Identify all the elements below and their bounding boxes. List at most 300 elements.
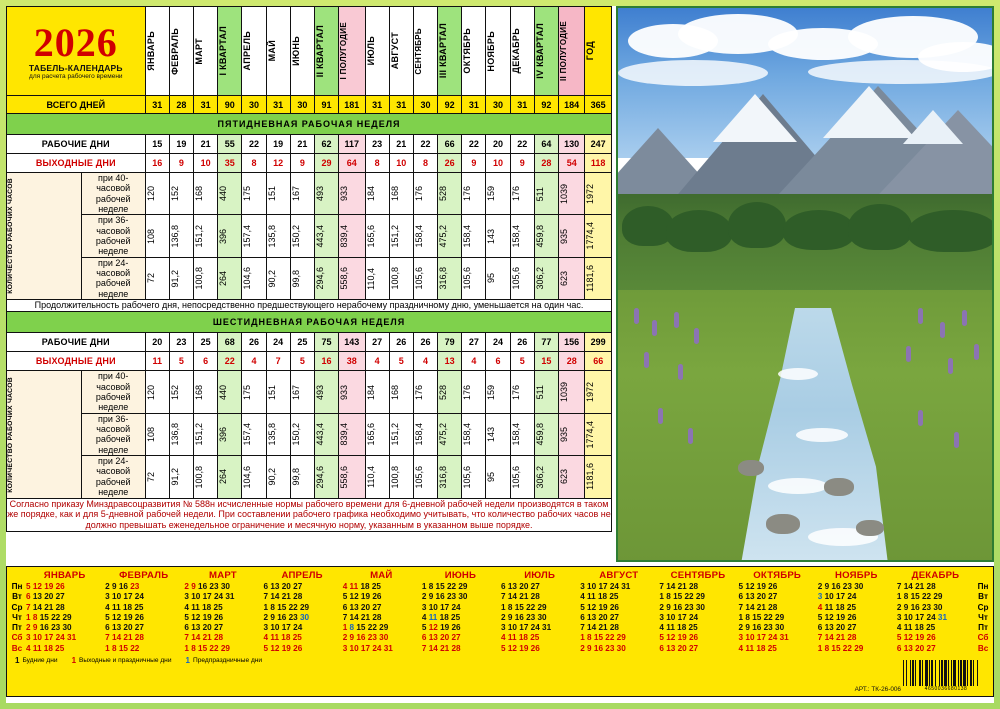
- cell: 20: [486, 135, 510, 154]
- cell: 28: [534, 154, 558, 173]
- col-header-april: АПРЕЛЬ: [242, 7, 266, 96]
- day-number: 20: [281, 582, 294, 591]
- dow-mon: Пн: [977, 582, 989, 591]
- cell: 151,2: [389, 413, 413, 455]
- six-work-days-row: [7, 333, 612, 352]
- day-number: 7: [817, 633, 825, 643]
- cell: 7: [266, 352, 290, 371]
- day-number: 21: [915, 582, 927, 591]
- cell: 100,8: [193, 257, 217, 299]
- day-number: 18: [122, 602, 135, 612]
- cell: 136,8: [169, 215, 193, 257]
- week-line: [105, 633, 182, 643]
- day-number: 20: [123, 623, 135, 633]
- cell: 1972: [585, 371, 612, 413]
- cell: 4: [365, 352, 389, 371]
- week-line: [343, 613, 420, 623]
- day-number: 6: [421, 633, 429, 643]
- day-number: 24: [768, 633, 780, 643]
- day-numbers: [580, 623, 619, 632]
- day-numbers: [343, 633, 389, 642]
- all-days-cell: 28: [169, 96, 193, 114]
- col-header-may: МАЙ: [266, 7, 290, 96]
- lavender: [644, 352, 649, 368]
- day-number: 26: [293, 643, 303, 653]
- col-header-q2: II КВАРТАЛ: [314, 7, 338, 96]
- day-number: 9: [32, 623, 40, 633]
- cell: 38: [339, 352, 365, 371]
- week-line: [501, 623, 578, 633]
- day-number: 29: [379, 623, 389, 633]
- week-line: [184, 633, 261, 643]
- day-numbers: [580, 582, 630, 591]
- day-number: 18: [914, 623, 927, 633]
- cell: 143: [486, 215, 510, 257]
- day-number: 22: [763, 612, 776, 622]
- day-number: 8: [112, 643, 119, 653]
- cell: 23: [169, 333, 193, 352]
- cell: 5: [389, 352, 413, 371]
- cell: 459,8: [534, 215, 558, 257]
- col-header-q4: IV КВАРТАЛ: [534, 7, 558, 96]
- cell: 130: [559, 135, 585, 154]
- week-line: [105, 592, 182, 602]
- day-numbers: [264, 613, 310, 622]
- day-number: 28: [293, 592, 303, 602]
- day-numbers: [343, 603, 382, 612]
- day-numbers: [343, 644, 393, 653]
- cell: 105,6: [510, 456, 534, 498]
- cell: 75: [314, 333, 338, 352]
- day-number: 17: [440, 602, 452, 612]
- cell: 558,6: [339, 456, 365, 498]
- cloud: [808, 60, 994, 84]
- all-days-cell: 31: [389, 96, 413, 114]
- day-number: 7: [421, 643, 429, 653]
- cell: 158,4: [510, 413, 534, 455]
- day-numbers: [264, 623, 303, 632]
- week-line: [659, 644, 736, 654]
- day-number: 11: [507, 633, 519, 643]
- month-name: МАЙ: [370, 570, 393, 581]
- day-numbers: [501, 644, 540, 653]
- day-number: 26: [926, 633, 936, 643]
- day-number: 9: [428, 592, 436, 602]
- day-number: 20: [202, 623, 214, 633]
- week-line: [422, 603, 499, 613]
- day-number: 13: [587, 612, 599, 622]
- day-number: 1: [184, 643, 192, 653]
- day-numbers: [184, 582, 230, 591]
- day-number: 31: [225, 592, 235, 602]
- cell: 143: [339, 333, 365, 352]
- day-number: 6: [580, 612, 588, 622]
- cell: 72: [145, 456, 169, 498]
- work-time-table-wrap: [6, 6, 612, 562]
- week-line: [26, 644, 103, 654]
- cell: 935: [559, 413, 585, 455]
- month-february: [104, 570, 183, 654]
- day-number: 1: [26, 612, 33, 622]
- day-number: 29: [537, 602, 547, 612]
- dow-tue: Вт: [12, 592, 22, 602]
- day-number: 14: [191, 633, 203, 643]
- day-numbers: [264, 644, 303, 653]
- cell: 64: [534, 135, 558, 154]
- day-number: 2: [659, 602, 667, 612]
- col-header-h2: II ПОЛУГОДИЕ: [559, 7, 585, 96]
- day-number: 4: [263, 633, 271, 643]
- day-number: 26: [847, 612, 857, 622]
- six-h36-row: [7, 413, 612, 455]
- day-number: 25: [55, 643, 65, 653]
- cell: 1181,6: [585, 456, 612, 498]
- day-number: 26: [530, 643, 540, 653]
- day-number: 17: [915, 612, 927, 622]
- day-number: 3: [501, 623, 508, 633]
- day-number: 12: [745, 582, 757, 591]
- day-numbers: [26, 582, 65, 591]
- week-line: [343, 582, 420, 592]
- day-number: 20: [915, 643, 927, 653]
- barcode-number: 4650036680138: [924, 686, 968, 692]
- col-header-q1: I КВАРТАЛ: [218, 7, 242, 96]
- cell: 4: [242, 352, 266, 371]
- day-number: 1: [896, 592, 904, 602]
- cell: 475,2: [438, 413, 462, 455]
- day-numbers: [659, 582, 698, 591]
- lavender: [974, 344, 979, 360]
- day-number: 21: [44, 602, 56, 612]
- day-number: 17: [44, 633, 56, 643]
- cell: 100,8: [389, 257, 413, 299]
- day-number: 24: [293, 623, 303, 633]
- day-number: 22: [842, 643, 855, 653]
- cell: 168: [389, 371, 413, 413]
- cell: 157,4: [242, 215, 266, 257]
- week-line: [897, 644, 974, 654]
- cell: 247: [585, 135, 612, 154]
- day-number: 17: [598, 582, 610, 591]
- day-numbers: [580, 603, 619, 612]
- week-line: [26, 613, 103, 623]
- day-number: 20: [360, 602, 373, 612]
- day-numbers: [264, 603, 310, 612]
- day-number: 21: [677, 582, 689, 591]
- lavender: [918, 308, 923, 324]
- day-number: 23: [130, 582, 140, 591]
- h24-label: при 24-часовой рабочей неделе: [81, 257, 145, 299]
- week-line: [739, 644, 816, 654]
- cell: 8: [242, 154, 266, 173]
- day-number: 30: [458, 592, 468, 602]
- week-line: [897, 603, 974, 613]
- day-numbers: [580, 592, 618, 601]
- day-number: 8: [903, 592, 911, 602]
- day-number: 15: [593, 633, 606, 643]
- day-number: 10: [745, 633, 757, 643]
- cell: 493: [314, 173, 338, 215]
- cell: 316,8: [438, 257, 462, 299]
- day-number: 12: [112, 612, 124, 622]
- day-number: 13: [428, 633, 441, 643]
- day-number: 21: [281, 592, 294, 602]
- day-number: 25: [134, 602, 144, 612]
- poster-inner: [6, 6, 994, 703]
- month-december: [896, 570, 975, 654]
- day-number: 16: [910, 602, 922, 612]
- day-number: 6: [26, 592, 33, 602]
- month-grid: [897, 582, 974, 654]
- day-number: 15: [356, 623, 368, 633]
- day-number: 22: [51, 612, 63, 622]
- day-number: 12: [349, 592, 361, 602]
- day-number: 6: [263, 582, 271, 591]
- cell: 105,6: [510, 257, 534, 299]
- month-october: [738, 570, 817, 654]
- day-number: 13: [824, 623, 836, 633]
- day-numbers: [897, 623, 935, 632]
- dow-sat: Сб: [11, 633, 23, 643]
- cell: 90,2: [266, 257, 290, 299]
- day-number: 4: [896, 623, 904, 633]
- month-grid: [659, 582, 736, 654]
- dow-column-left: [9, 570, 25, 654]
- bush: [783, 210, 855, 250]
- months-row: [7, 567, 993, 654]
- cell: 511: [534, 371, 558, 413]
- water-foam: [796, 428, 848, 442]
- week-line: [343, 603, 420, 613]
- day-number: 7: [26, 602, 33, 612]
- month-name: ФЕВРАЛЬ: [119, 570, 169, 581]
- h40-label: при 40-часовой рабочей неделе: [81, 371, 145, 413]
- legend-label: Будние дни: [22, 657, 58, 665]
- lavender: [658, 408, 663, 424]
- day-number: 19: [440, 623, 452, 633]
- all-days-cell: 181: [339, 96, 365, 114]
- week-line: [580, 613, 657, 623]
- legend-marker: 1: [71, 656, 77, 666]
- month-grid: [26, 582, 103, 654]
- day-number: 21: [835, 633, 848, 643]
- day-number: 27: [134, 623, 144, 633]
- day-number: 16: [39, 623, 52, 633]
- day-numbers: [343, 613, 382, 622]
- cell: 151: [266, 173, 290, 215]
- all-days-cell: 365: [585, 96, 612, 114]
- day-number: 2: [580, 643, 588, 653]
- cell: 156: [559, 333, 585, 352]
- rock: [856, 520, 884, 536]
- lavender: [678, 364, 683, 380]
- legend-item: [72, 656, 172, 665]
- col-header-september: СЕНТЯБРЬ: [413, 7, 437, 96]
- day-number: 9: [587, 643, 594, 653]
- snow-cap: [823, 86, 915, 138]
- cell: 440: [218, 371, 242, 413]
- day-numbers: [422, 623, 461, 632]
- week-line: [26, 623, 103, 633]
- month-april: [263, 570, 342, 654]
- day-numbers: [897, 582, 936, 591]
- day-number: 16: [118, 582, 131, 591]
- day-numbers: [501, 592, 540, 601]
- five-h24-row: [7, 257, 612, 299]
- day-number: 10: [903, 612, 916, 622]
- week-line: [897, 613, 974, 623]
- day-number: 8: [587, 633, 594, 643]
- day-number: 5: [26, 582, 33, 591]
- day-number: 1: [421, 582, 429, 591]
- week-line: [105, 644, 182, 654]
- h24-label: при 24-часовой рабочей неделе: [81, 456, 145, 498]
- week-line: [422, 592, 499, 602]
- cell: 24: [266, 333, 290, 352]
- week-line: [580, 623, 657, 633]
- week-line: [897, 623, 974, 633]
- day-numbers: [26, 603, 65, 612]
- shortened-day-note: Продолжительность рабочего дня, непосредственно предшествующего нерабочему праздничному дню, уменьшается на один час.: [7, 300, 612, 312]
- day-numbers: [818, 603, 856, 612]
- day-number: 11: [903, 623, 915, 633]
- day-number: 6: [817, 623, 825, 633]
- day-number: 3: [896, 612, 904, 622]
- day-number: 3: [817, 592, 825, 602]
- cell: 120: [145, 173, 169, 215]
- month-november: [817, 570, 896, 654]
- week-line: [818, 603, 895, 613]
- cell: 151,2: [193, 413, 217, 455]
- rock: [824, 478, 854, 496]
- cell: 165,6: [365, 413, 389, 455]
- day-number: 2: [342, 633, 350, 643]
- cell: 16: [314, 352, 338, 371]
- five-off-days-row: [7, 154, 612, 173]
- day-number: 1: [105, 643, 113, 653]
- day-number: 15: [198, 643, 210, 653]
- lavender: [940, 322, 945, 338]
- day-number: 30: [537, 612, 547, 622]
- day-number: 30: [933, 602, 943, 612]
- cell: 1774,4: [585, 215, 612, 257]
- day-number: 5: [105, 612, 113, 622]
- day-number: 22: [605, 633, 617, 643]
- day-numbers: [343, 592, 382, 601]
- dow-sun: Вс: [977, 643, 989, 653]
- cell: 159: [486, 371, 510, 413]
- week-line: [739, 613, 816, 623]
- six-day-week-title: ШЕСТИДНЕВНАЯ РАБОЧАЯ НЕДЕЛЯ: [7, 312, 612, 333]
- col-header-q3: III КВАРТАЛ: [438, 7, 462, 96]
- day-numbers: [422, 633, 461, 642]
- day-numbers: [739, 644, 777, 653]
- cell: 13: [438, 352, 462, 371]
- day-number: 3: [263, 623, 271, 633]
- day-numbers: [501, 623, 551, 632]
- month-july: [500, 570, 579, 654]
- all-days-row: [7, 96, 612, 114]
- month-name: ИЮЛЬ: [524, 570, 556, 581]
- day-numbers: [818, 613, 857, 622]
- legend-marker: 1: [15, 656, 20, 666]
- day-number: 16: [356, 633, 368, 643]
- week-line: [818, 592, 895, 602]
- day-number: 12: [587, 602, 599, 612]
- day-number: 27: [847, 623, 857, 633]
- day-number: 25: [846, 602, 856, 612]
- month-name: ОКТЯБРЬ: [753, 570, 802, 581]
- day-number: 8: [428, 582, 436, 591]
- day-number: 1: [817, 643, 825, 653]
- day-number: 7: [896, 582, 904, 591]
- lavender: [948, 358, 953, 374]
- day-number: 13: [112, 623, 124, 633]
- cell: 22: [242, 135, 266, 154]
- qty-hours-label: КОЛИЧЕСТВО РАБОЧИХ ЧАСОВ: [7, 371, 82, 498]
- day-number: 22: [130, 643, 140, 653]
- cell: 176: [413, 173, 437, 215]
- day-number: 19: [756, 582, 769, 591]
- cell: 176: [462, 173, 486, 215]
- cell: 306,2: [534, 257, 558, 299]
- day-number: 10: [112, 592, 124, 602]
- cell: 27: [365, 333, 389, 352]
- month-august: [579, 570, 658, 654]
- all-days-cell: 31: [266, 96, 290, 114]
- week-line: [422, 633, 499, 643]
- cell: 1972: [585, 173, 612, 215]
- week-line: [184, 613, 261, 623]
- cell: 68: [218, 333, 242, 352]
- day-number: 5: [738, 582, 746, 591]
- day-number: 18: [518, 633, 531, 643]
- cell: 10: [193, 154, 217, 173]
- cell: 158,4: [413, 413, 437, 455]
- day-number: 17: [519, 623, 531, 633]
- cell: 20: [145, 333, 169, 352]
- cell: 105,6: [462, 257, 486, 299]
- day-number: 21: [202, 633, 214, 643]
- day-number: 8: [32, 612, 40, 622]
- day-number: 13: [32, 592, 45, 602]
- week-line: [105, 613, 182, 623]
- day-number: 2: [738, 623, 746, 633]
- week-line: [26, 633, 103, 643]
- day-number: 17: [835, 592, 848, 602]
- year-block: [7, 7, 146, 96]
- cell: 933: [339, 371, 365, 413]
- day-numbers: [26, 623, 72, 632]
- day-number: 18: [281, 633, 293, 643]
- day-number: 16: [752, 623, 764, 633]
- all-days-cell: 30: [242, 96, 266, 114]
- cell: 11: [145, 352, 169, 371]
- day-number: 27: [372, 602, 382, 612]
- day-number: 14: [349, 612, 361, 622]
- all-days-cell: 30: [486, 96, 510, 114]
- day-number: 29: [933, 592, 943, 602]
- day-number: 15: [435, 582, 447, 591]
- col-header-year: ГОД: [585, 7, 612, 96]
- cell: 135,8: [266, 413, 290, 455]
- cell: 104,6: [242, 456, 266, 498]
- month-name: МАРТ: [209, 570, 237, 581]
- day-number: 2: [184, 582, 192, 591]
- day-number: 3: [26, 633, 33, 643]
- day-numbers: [739, 582, 778, 591]
- all-days-cell: 31: [510, 96, 534, 114]
